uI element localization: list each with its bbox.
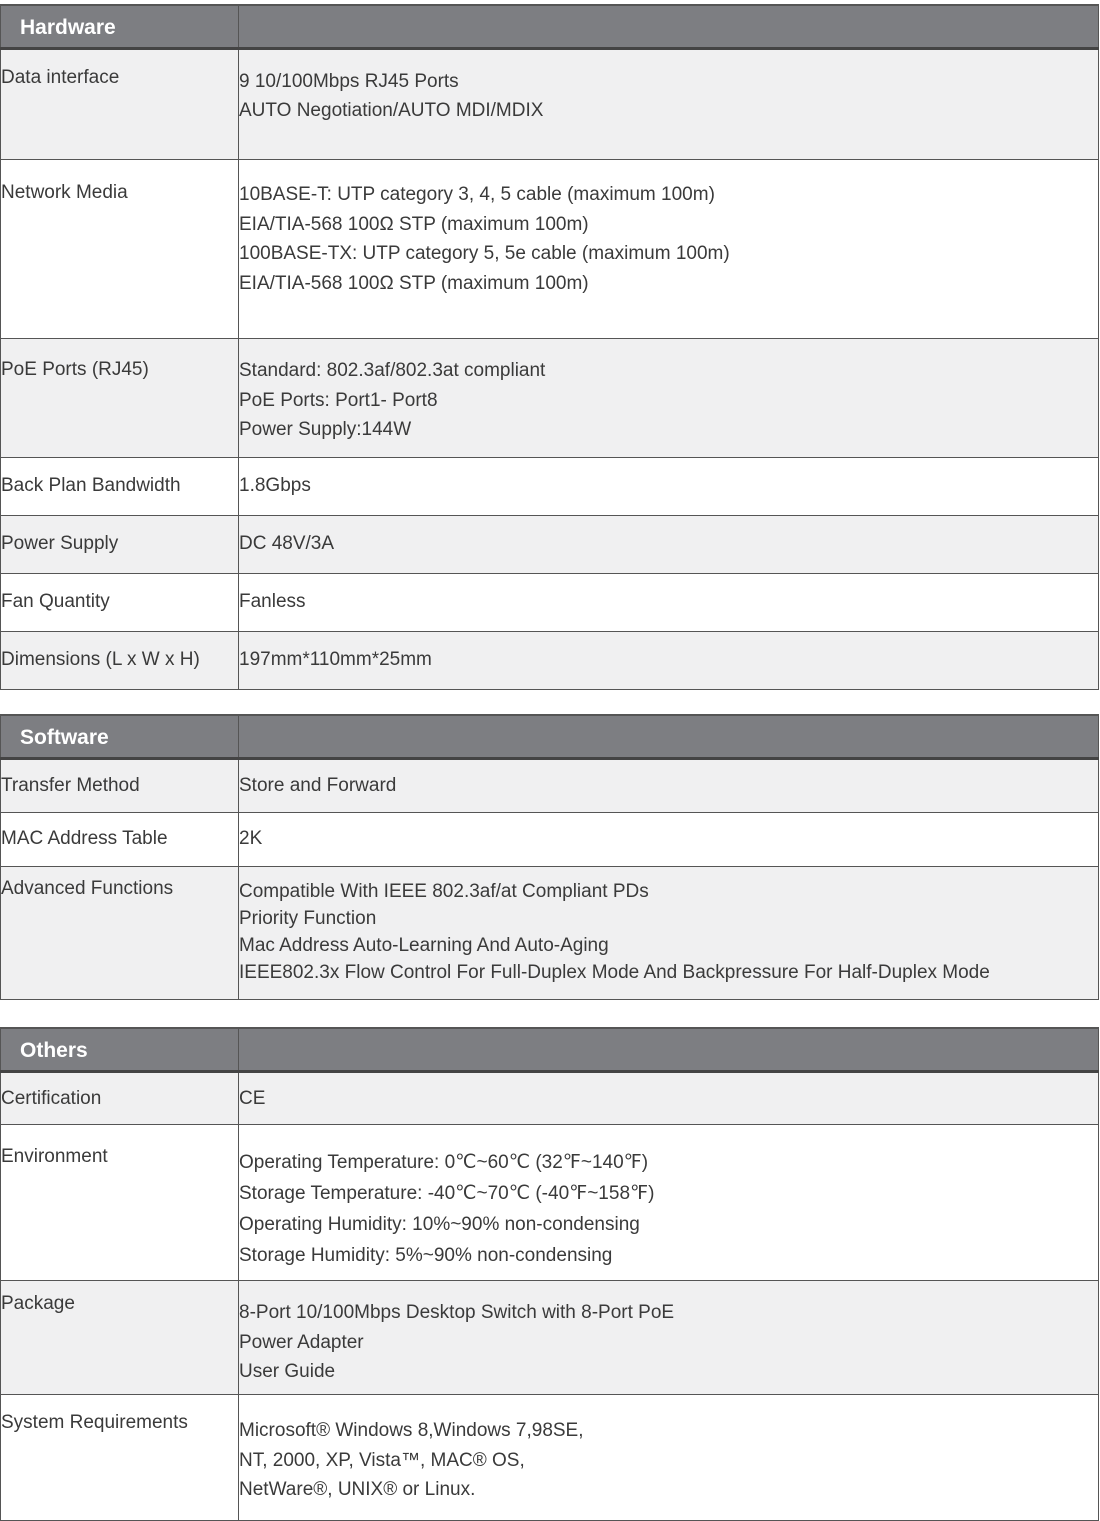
- spec-label: MAC Address Table: [1, 813, 239, 867]
- section-header: [1, 715, 1099, 759]
- table-row: [1, 759, 1099, 813]
- spec-value: 2K: [239, 813, 1099, 867]
- spec-label: Network Media: [1, 160, 239, 339]
- section-header: [1, 5, 1099, 49]
- others-table: [0, 1027, 1099, 1521]
- spec-value: Standard: 802.3af/802.3at compliant PoE Ports: Port1- Port8 Power Supply:144W: [239, 339, 1099, 458]
- table-row: [1, 1072, 1099, 1125]
- table-row: [1, 1125, 1099, 1281]
- spec-label: Dimensions (L x W x H): [1, 632, 239, 690]
- section-header: [1, 1028, 1099, 1072]
- spec-value: Compatible With IEEE 802.3af/at Compliant PDs Priority Function Mac Address Auto-Learning And Auto-Aging IEEE802.3x Flow Control For Full-Duplex Mode And Backpressure For Half-Duplex Mode: [239, 867, 1099, 1000]
- spec-value: Store and Forward: [239, 759, 1099, 813]
- spec-value: Fanless: [239, 574, 1099, 632]
- spec-label: Environment: [1, 1125, 239, 1281]
- spec-value: DC 48V/3A: [239, 516, 1099, 574]
- table-row: [1, 49, 1099, 160]
- spec-label: Fan Quantity: [1, 574, 239, 632]
- spec-value: 1.8Gbps: [239, 458, 1099, 516]
- spec-label: Package: [1, 1281, 239, 1395]
- spec-label: Back Plan Bandwidth: [1, 458, 239, 516]
- spec-label: System Requirements: [1, 1395, 239, 1521]
- section-title: Others: [20, 1039, 88, 1062]
- section-title: Software: [20, 726, 109, 749]
- table-row: [1, 339, 1099, 458]
- table-row: [1, 813, 1099, 867]
- spec-value: Microsoft® Windows 8,Windows 7,98SE, NT, 2000, XP, Vista™, MAC® OS, NetWare®, UNIX® or Linux.: [239, 1395, 1099, 1521]
- table-row: [1, 516, 1099, 574]
- spec-label: Data interface: [1, 49, 239, 160]
- table-row: [1, 458, 1099, 516]
- table-row: [1, 1281, 1099, 1395]
- table-row: [1, 160, 1099, 339]
- spec-value: 10BASE-T: UTP category 3, 4, 5 cable (maximum 100m) EIA/TIA-568 100Ω STP (maximum 100m) 100BASE-TX: UTP category 5, 5e cable (maximum 100m) EIA/TIA-568 100Ω STP (maximum 100m): [239, 160, 1099, 339]
- table-row: [1, 574, 1099, 632]
- spec-label: Power Supply: [1, 516, 239, 574]
- spec-value: Operating Temperature: 0℃~60℃ (32℉~140℉) Storage Temperature: -40℃~70℃ (-40℉~158℉) Operating Humidity: 10%~90% non-condensing Storage Humidity: 5%~90% non-condensing: [239, 1125, 1099, 1281]
- spec-label: PoE Ports (RJ45): [1, 339, 239, 458]
- spec-value: CE: [239, 1072, 1099, 1125]
- spec-value: 8-Port 10/100Mbps Desktop Switch with 8-Port PoE Power Adapter User Guide: [239, 1281, 1099, 1395]
- table-row: [1, 867, 1099, 1000]
- spec-label: Certification: [1, 1072, 239, 1125]
- table-row: [1, 632, 1099, 690]
- software-table: [0, 714, 1099, 1000]
- hardware-table: [0, 4, 1099, 690]
- section-title: Hardware: [20, 16, 116, 39]
- table-row: [1, 1395, 1099, 1521]
- spec-label: Advanced Functions: [1, 867, 239, 1000]
- spec-label: Transfer Method: [1, 759, 239, 813]
- spec-value: 9 10/100Mbps RJ45 Ports AUTO Negotiation/AUTO MDI/MDIX: [239, 49, 1099, 160]
- spec-value: 197mm*110mm*25mm: [239, 632, 1099, 690]
